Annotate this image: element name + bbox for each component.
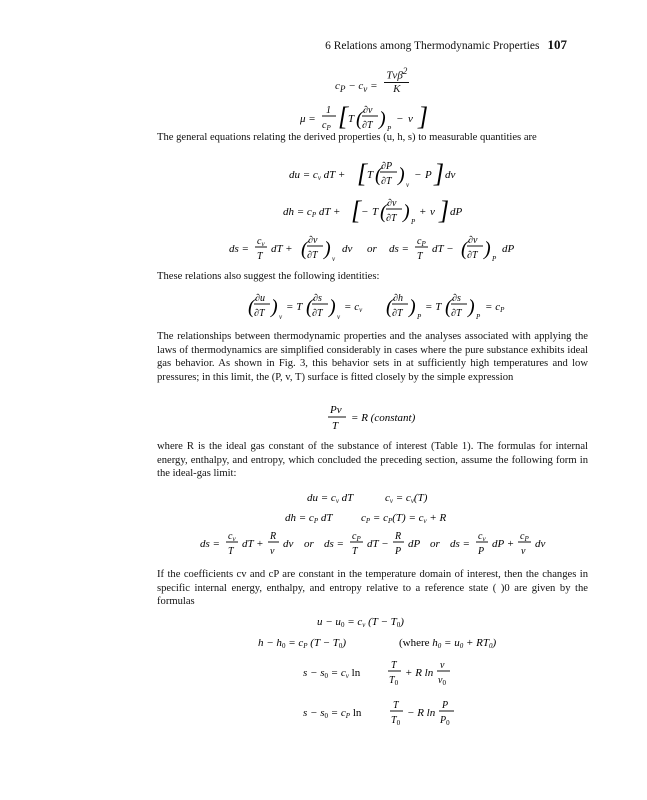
svg-text:= T: = T [425, 301, 442, 313]
svg-text:or: or [430, 538, 440, 550]
svg-text:= R (constant): = R (constant) [351, 412, 416, 424]
svg-text:or: or [304, 538, 314, 550]
svg-text:dh = cP dT +: dh = cP dT + [283, 206, 341, 219]
svg-text:∂u: ∂u [255, 293, 265, 304]
svg-text:P: P [395, 546, 402, 557]
paragraph-constant-coefficients: If the coefficients cv and cP are constant in the temperature domain of interest, then the changes in specific internal energy, enthalpy, and entropy relative to a reference state ( )0 are given by the formulas [157, 569, 588, 608]
svg-text:R: R [395, 531, 402, 542]
svg-text:T: T [228, 546, 234, 557]
svg-text:Pv: Pv [330, 404, 342, 416]
svg-text:T: T [367, 169, 374, 181]
paragraph-ideal-gas-limit: where R is the ideal gas constant of the substance of interest (Table 1). The formulas for internal energy, enthalpy, and entropy, which concluded the preceding section, assume the following form in the ideal-gas limit: [157, 441, 588, 480]
equation-identities [248, 289, 548, 330]
svg-text:dv: dv [283, 538, 294, 550]
svg-text:T: T [393, 700, 399, 711]
svg-text:cv: $c_v$ [257, 236, 265, 248]
svg-text:]: ] [439, 196, 450, 225]
svg-text:): ) [484, 238, 491, 260]
svg-text:∂T: ∂T [467, 250, 478, 261]
equation-ds-general [229, 232, 539, 271]
paragraph-identities: These relations also suggest the following identities: [157, 271, 380, 282]
svg-text:∂v: ∂v [363, 105, 373, 116]
svg-text:T0: $T_0$ [389, 675, 399, 687]
svg-text:v: v [270, 546, 275, 557]
svg-text:): ) [468, 296, 475, 318]
svg-text:): ) [398, 164, 405, 186]
svg-text:T: T [257, 251, 263, 262]
svg-text:P: P [417, 313, 422, 321]
svg-text:T: T [332, 420, 339, 432]
svg-text:dv: dv [342, 243, 353, 255]
svg-text:T0: $T_0$ [391, 715, 401, 727]
svg-text:s − s0 = cv ln: s − s0 = cv ln [303, 667, 361, 680]
svg-text:= T: = T [286, 301, 303, 313]
svg-text:]: ] [418, 102, 429, 131]
svg-text:P: P [478, 546, 485, 557]
svg-text:T: T [372, 206, 379, 218]
svg-text:dv: dv [445, 169, 456, 181]
svg-text:v: v [408, 113, 413, 125]
running-title: 6 Relations among Thermodynamic Properties [325, 40, 540, 52]
svg-text:): ) [324, 238, 331, 260]
svg-text:): ) [271, 296, 278, 318]
svg-text:P: P [411, 218, 416, 226]
svg-text:): ) [329, 296, 336, 318]
svg-text:dh = cP dT: dh = cP dT [285, 512, 333, 525]
svg-text:∂h: ∂h [393, 293, 403, 304]
svg-text:∂s: ∂s [452, 293, 461, 304]
svg-text:∂v: ∂v [387, 198, 397, 209]
svg-text:∂T: ∂T [312, 308, 323, 319]
svg-text:ds =: ds = [200, 538, 220, 550]
svg-text:−: − [361, 206, 369, 218]
svg-text:T: T [417, 251, 423, 262]
svg-text:cP: $c_P$ [352, 531, 361, 543]
svg-text:cP = cP(T) = cv + R: cP = cP(T) = cv + R [361, 512, 447, 525]
svg-text:[: [ [338, 102, 349, 131]
svg-text:= cP: = cP [485, 301, 505, 314]
svg-text:T: T [391, 660, 397, 671]
svg-text:R: R [270, 531, 277, 542]
svg-text:∂T: ∂T [362, 120, 373, 131]
svg-text:du = cv dT +: du = cv dT + [289, 169, 346, 182]
svg-text:v: v [332, 255, 336, 263]
svg-text:(: ( [248, 296, 255, 318]
svg-text:dT +: dT + [242, 538, 264, 550]
svg-text:(: ( [356, 108, 363, 130]
svg-text:dP: dP [408, 538, 421, 550]
svg-text:or: or [367, 243, 377, 255]
equation-h-change [258, 634, 518, 655]
svg-text:cv: $c_v$ [478, 531, 486, 543]
page-number: 107 [547, 37, 567, 52]
svg-text:∂s: ∂s [313, 293, 322, 304]
svg-text:v: v [279, 313, 283, 321]
svg-text:(: ( [386, 296, 393, 318]
running-header [325, 37, 567, 53]
svg-text:dT −: dT − [367, 538, 389, 550]
svg-text:dP: dP [450, 206, 463, 218]
svg-text:+ R ln: + R ln [405, 667, 434, 679]
svg-text:∂T: ∂T [386, 213, 397, 224]
svg-text:ds =: ds = [389, 243, 409, 255]
svg-text:−: − [396, 113, 404, 125]
svg-text:−: − [414, 169, 422, 181]
svg-text:du = cv dT: du = cv dT [307, 492, 354, 505]
svg-text:cP: $c_P$ [417, 236, 426, 248]
svg-text:[: [ [351, 196, 362, 225]
svg-text:− R ln: − R ln [407, 707, 436, 719]
svg-text:P0: $P_0$ [440, 715, 450, 727]
svg-text:(: ( [301, 238, 308, 260]
svg-text:v0: $v_0$ [438, 675, 446, 687]
svg-text:cP: $c_P$ [322, 120, 331, 132]
svg-text:∂T: ∂T [392, 308, 403, 319]
svg-text:P: P [476, 313, 481, 321]
paragraph-ideal-gas-intro: The relationships between thermodynamic properties and the analyses associated with applying the laws of thermodynamics are simplified considerably in cases where the pure substance exhibits ideal gas behavior. As shown in Fig. 3, this behavior sets in at sufficiently high temperatures and low pressures; in this limit, the (P, v, T) surface is fitted closely by the simple expression [157, 331, 588, 383]
svg-text:(where h0 = u0 + RT0): (where h0 = u0 + RT0) [399, 637, 497, 650]
svg-text:): ) [403, 201, 410, 223]
paragraph-general-equations: The general equations relating the derived properties (u, h, s) to measurable quantities are [157, 132, 537, 143]
equation-dh-ideal [285, 509, 485, 530]
equation-s-change-v [303, 657, 453, 694]
svg-text:v: v [440, 660, 445, 671]
svg-text:P: P [425, 169, 432, 181]
svg-text:dv: dv [535, 538, 546, 550]
svg-text:v: v [521, 546, 526, 557]
equation-ds-ideal [200, 528, 550, 565]
svg-text:∂T: ∂T [307, 250, 318, 261]
svg-text:∂v: ∂v [308, 235, 318, 246]
svg-text:(: ( [461, 238, 468, 260]
svg-text:∂T: ∂T [381, 176, 392, 187]
svg-text:h − h0 = cP (T − T0): h − h0 = cP (T − T0) [258, 637, 347, 650]
equation-u-change [317, 613, 467, 634]
svg-text:[: [ [357, 159, 368, 188]
equation-du-general [289, 158, 469, 197]
svg-text:(: ( [445, 296, 452, 318]
svg-text:∂T: ∂T [451, 308, 462, 319]
svg-text:T: T [348, 113, 355, 125]
svg-text:dT −: dT − [432, 243, 454, 255]
svg-text:(: ( [306, 296, 313, 318]
svg-text:]: ] [434, 159, 445, 188]
svg-text:ds =: ds = [229, 243, 249, 255]
svg-text:= cv: = cv [344, 301, 363, 314]
svg-text:(: ( [380, 201, 387, 223]
svg-text:μ =: μ = [300, 113, 316, 125]
svg-text:ds =: ds = [450, 538, 470, 550]
svg-text:P: P [442, 700, 449, 711]
svg-text:1: 1 [326, 105, 331, 116]
svg-text:cv: $c_v$ [228, 531, 236, 543]
equation-du-ideal [307, 489, 467, 510]
equation-dh-general [283, 195, 473, 234]
equation-ideal-gas-law [328, 402, 448, 437]
svg-text:∂v: ∂v [468, 235, 478, 246]
svg-text:v: v [337, 313, 341, 321]
svg-text:ds =: ds = [324, 538, 344, 550]
equation-s-change-p [303, 697, 463, 734]
equation-cp-minus-cv: $c_P - c_v$ = Tvβ$^2$ K [335, 66, 408, 95]
svg-text:(: ( [375, 164, 382, 186]
svg-text:P: P [492, 255, 497, 263]
svg-text:): ) [409, 296, 416, 318]
svg-text:v: v [430, 206, 435, 218]
svg-text:dP: dP [502, 243, 515, 255]
svg-text:u − u0 = cv (T − T0): u − u0 = cv (T − T0) [317, 616, 404, 629]
svg-text:∂T: ∂T [254, 308, 265, 319]
svg-text:cv = cv(T): cv = cv(T) [385, 492, 428, 505]
svg-text:): ) [379, 108, 386, 130]
svg-text:v: v [406, 181, 410, 189]
svg-text:s − s0 = cP ln: s − s0 = cP ln [303, 707, 362, 720]
svg-text:cP: $c_P$ [520, 531, 529, 543]
svg-text:P: P [387, 125, 392, 133]
svg-text:dP +: dP + [492, 538, 515, 550]
svg-text:+: + [419, 206, 427, 218]
svg-text:T: T [352, 546, 358, 557]
svg-text:dT +: dT + [271, 243, 293, 255]
svg-text:∂P: ∂P [381, 161, 393, 172]
